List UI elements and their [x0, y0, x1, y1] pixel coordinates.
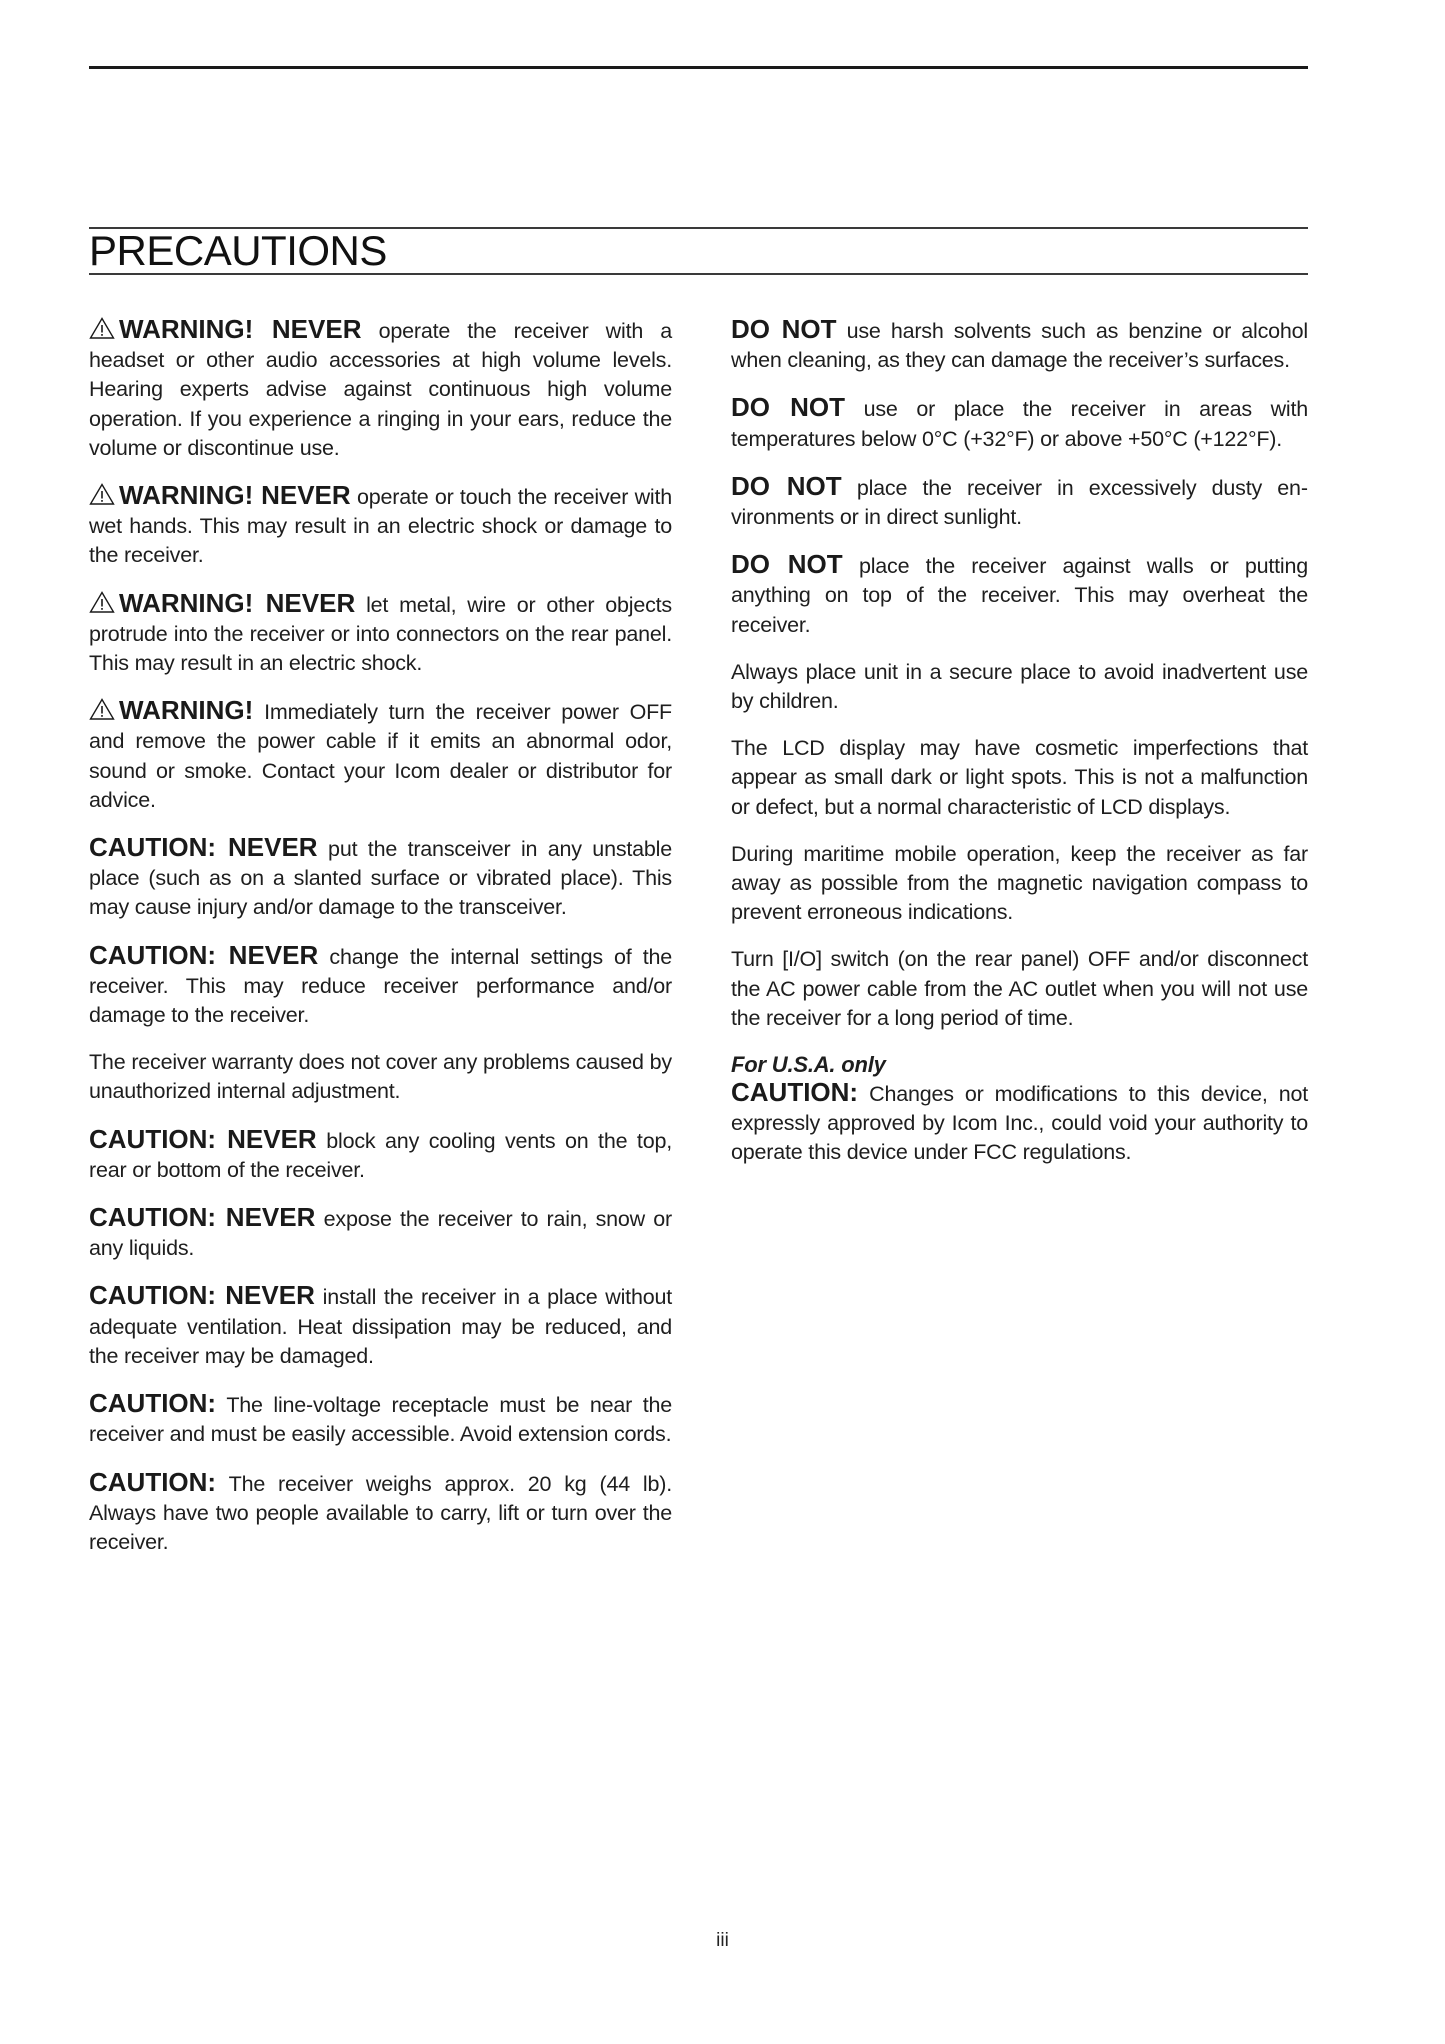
paragraph-text: install the receiver in a place without adequate ventilation. Heat dissipation may be reduced, and the receiver may be damaged. — [89, 1285, 672, 1368]
paragraph-text: Changes or modifications to this device, not expressly approved by Icom Inc., could void your authority to operate this device under FCC regulations. — [731, 1082, 1308, 1165]
paragraph-text: use or place the receiver in areas with temperatures below 0°C (+32°F) or above +50°C (+122°F). — [731, 397, 1309, 451]
paragraph-text: operate or touch the receiver with wet hands. This may result in an electric shock or damage to the receiver. — [89, 485, 673, 568]
paragraph-text: use harsh solvents such as benzine or alcohol when cleaning, as they can damage the receiver’s surfaces. — [731, 319, 1309, 373]
precaution-paragraph — [89, 1389, 672, 1449]
precaution-paragraph — [89, 589, 672, 679]
paragraph-lead: DO NOT — [731, 314, 837, 344]
paragraph-lead: CAUTION: — [89, 1466, 217, 1497]
paragraph-text: The receiver warranty does not cover any problems caused by unauthorized internal adjustment. — [89, 1050, 672, 1104]
paragraph-text: place the receiver against walls or putting anything on top of the receiver. This may overheat the receiver. — [731, 554, 1308, 637]
precaution-paragraph — [731, 840, 1308, 928]
paragraph-text: change the internal settings of the receiver. This may reduce receiver performance and/or damage to the receiver. — [89, 944, 672, 1028]
paragraph-text: The line-voltage receptacle must be near the receiver and must be easily accessible. Avoid extension cords. — [89, 1393, 672, 1447]
precaution-paragraph — [731, 945, 1308, 1033]
precaution-paragraph — [89, 941, 672, 1031]
paragraph-lead: CAUTION: NEVER — [89, 1123, 317, 1154]
paragraph-lead: WARNING! — [119, 695, 254, 726]
paragraph-lead: WARNING! NEVER — [119, 480, 351, 511]
precaution-paragraph — [731, 315, 1308, 375]
paragraph-text: Turn [I/O] switch (on the rear panel) OFF and/or disconnect the AC power cable from the AC outlet when you will not use the receiver for a long period of time. — [731, 947, 1308, 1030]
paragraph-text: put the transceiver in any unstable place (such as on a slanted surface or vibrated place). This may cause injury and/or damage to the transceiver. — [89, 837, 672, 920]
section-title-block — [89, 227, 1308, 275]
precaution-paragraph — [89, 833, 672, 923]
paragraph-lead: CAUTION: NEVER — [89, 832, 318, 863]
paragraph-lead: DO NOT — [731, 549, 843, 580]
paragraph-lead: DO NOT — [731, 470, 842, 501]
precaution-paragraph — [731, 658, 1308, 716]
paragraph-lead: CAUTION: NEVER — [89, 1202, 316, 1233]
precaution-paragraph — [731, 393, 1308, 453]
page-number: iii — [716, 1930, 729, 1951]
paragraph-lead: DO NOT — [731, 392, 845, 423]
paragraph-text: Immediately turn the receiver power OFF and remove the power cable if it emits an abnormal odor, sound or smoke. Contact your Icom dealer or distributor for advice. — [89, 700, 672, 812]
precaution-paragraph — [89, 315, 672, 463]
paragraph-lead: WARNING! NEVER — [119, 587, 356, 618]
usa-note — [731, 1051, 1308, 1168]
paragraph-lead: WARNING! NEVER — [119, 314, 362, 344]
precaution-paragraph — [89, 1281, 672, 1371]
precaution-paragraph — [89, 1125, 672, 1185]
usa-note-label: For U.S.A. only — [731, 1052, 886, 1078]
page-title: PRECAUTIONS — [89, 227, 387, 274]
paragraph-lead: CAUTION: — [731, 1077, 859, 1108]
paragraph-lead: CAUTION: NEVER — [89, 1280, 315, 1311]
right-column — [731, 315, 1308, 1186]
precaution-paragraph — [731, 550, 1308, 640]
precaution-paragraph — [89, 1468, 672, 1558]
paragraph-text: block any cooling vents on the top, rear or bottom of the receiver. — [89, 1128, 672, 1182]
precaution-paragraph — [731, 734, 1308, 822]
paragraph-text: The receiver weighs approx. 20 kg (44 lb). Always have two people available to carry, lift or turn over the receiver. — [89, 1471, 672, 1554]
paragraph-lead: CAUTION: NEVER — [89, 939, 319, 970]
paragraph-text: expose the receiver to rain, snow or any liquids. — [89, 1207, 672, 1261]
warning-triangle-icon — [89, 483, 115, 505]
precaution-paragraph — [89, 481, 672, 571]
paragraph-text: During maritime mobile operation, keep the receiver as far away as possible from the magnetic navigation compass to prevent erroneous indications. — [731, 841, 1308, 925]
paragraph-text: Always place unit in a secure place to avoid inadvertent use by children. — [731, 659, 1308, 714]
left-column — [89, 315, 672, 1575]
paragraph-text: The LCD display may have cosmetic imperfections that appear as small dark or light spots. This is not a malfunction or defect, but a normal characteristic of LCD displays. — [731, 736, 1308, 819]
header-rule — [89, 66, 1308, 69]
precaution-paragraph — [89, 1203, 672, 1263]
paragraph-text: let metal, wire or other objects protrude into the receiver or into connectors on the rear panel. This may result in an electric shock. — [89, 592, 672, 676]
paragraph-lead: CAUTION: — [89, 1388, 217, 1419]
warning-triangle-icon — [89, 698, 115, 720]
paragraph-text: operate the receiver with a headset or other audio accessories at high volume levels. Hearing experts advise against continuous high volume operation. If you experience a ringing in your ears, reduce the volume or discontinue use. — [89, 319, 673, 460]
warning-triangle-icon — [89, 317, 115, 339]
precaution-paragraph — [89, 1048, 672, 1106]
warning-triangle-icon — [89, 591, 115, 613]
paragraph-text: place the receiver in excessively dusty environments or in direct sunlight. — [731, 475, 1308, 530]
precaution-paragraph — [89, 696, 672, 815]
precaution-paragraph — [731, 472, 1308, 532]
